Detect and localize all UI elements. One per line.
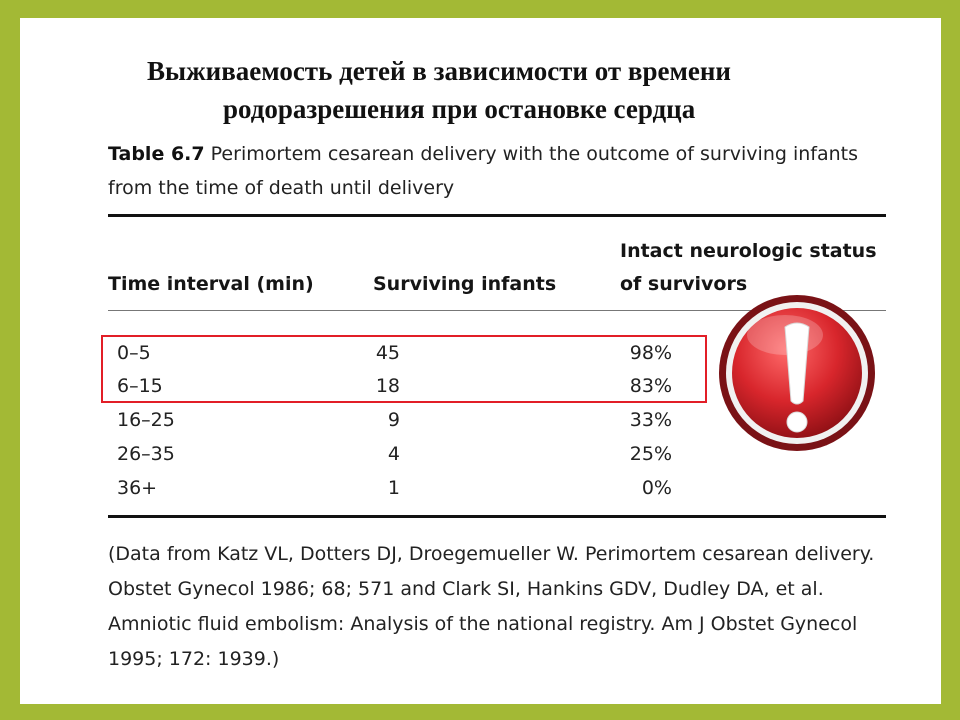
row-interval: 0–5 xyxy=(117,342,151,364)
header-intact-status: Intact neurologic status of survivors xyxy=(620,240,877,295)
row-infants: 18 xyxy=(375,375,400,397)
row-interval: 36+ xyxy=(117,477,158,499)
row-infants: 1 xyxy=(387,477,400,499)
slide-title-line2: родоразрешения при остановке сердца xyxy=(223,94,696,124)
table-caption-label: Table 6.7 xyxy=(108,143,205,165)
row-status: 98% xyxy=(629,342,672,364)
row-status: 33% xyxy=(629,409,672,431)
header-surviving-infants: Surviving infants xyxy=(373,273,557,295)
slide-title xyxy=(20,52,941,128)
table-bottom-rule xyxy=(108,515,886,518)
row-infants: 45 xyxy=(375,342,400,364)
row-status: 25% xyxy=(629,443,672,465)
row-interval: 16–25 xyxy=(117,409,175,431)
row-interval: 6–15 xyxy=(117,375,163,397)
table-source-note: (Data from Katz VL, Dotters DJ, Droegemueller W. Perimortem cesarean delivery. Obstet Gynecol 1986; 68; 571 and Clark SI, Hankins GDV, Dudley DA, et al. Amniotic fluid embolism: Analysis of the national registry. Am J Obstet Gynecol 1995; 172: 1939.) xyxy=(108,543,875,670)
table-top-rule xyxy=(108,214,886,217)
row-status: 0% xyxy=(641,477,672,499)
exclamation-warning-icon xyxy=(717,293,877,453)
slide xyxy=(20,18,941,704)
row-infants: 4 xyxy=(387,443,400,465)
row-interval: 26–35 xyxy=(117,443,175,465)
table-caption-text: Perimortem cesarean delivery with the outcome of surviving infants from the time of death until delivery xyxy=(108,143,859,199)
header-time-interval: Time interval (min) xyxy=(108,273,314,295)
highlight-box xyxy=(101,335,707,403)
slide-title-line1: Выживаемость детей в зависимости от времени xyxy=(147,56,731,86)
row-infants: 9 xyxy=(387,409,400,431)
table-caption xyxy=(108,137,868,205)
table-row xyxy=(20,473,941,507)
row-status: 83% xyxy=(629,375,672,397)
